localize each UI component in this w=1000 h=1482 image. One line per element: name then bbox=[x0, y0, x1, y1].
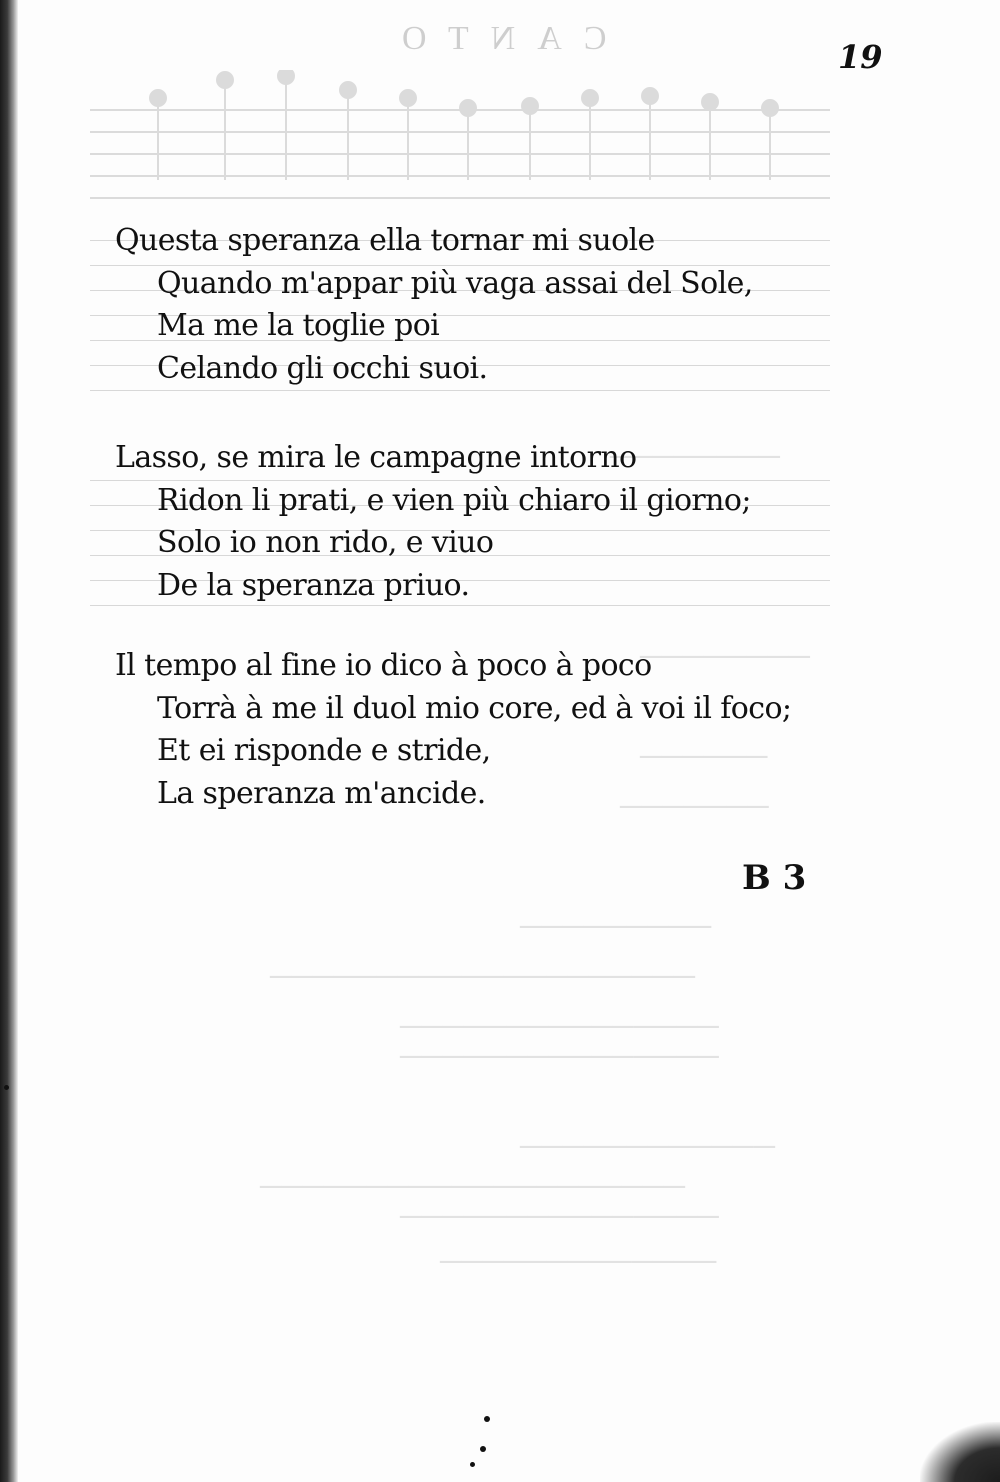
stanza-3 bbox=[115, 645, 835, 815]
ink-speck bbox=[470, 1462, 475, 1467]
verse-line: Il tempo al fine io dico à poco à poco bbox=[115, 648, 652, 683]
stanza-2 bbox=[115, 437, 835, 607]
bleed-through-text: ───────── bbox=[520, 910, 712, 943]
verse-line: Torrà à me il duol mio core, ed à voi il foco; bbox=[157, 690, 792, 726]
bleed-through-text: ──────────────────── bbox=[260, 1170, 686, 1203]
bleed-through-text: ────── bbox=[640, 740, 768, 773]
ink-speck bbox=[480, 1446, 486, 1452]
bleed-through-text: ─────────────── bbox=[400, 1040, 719, 1073]
ink-speck bbox=[4, 1085, 9, 1090]
verse-line: Celando gli occhi suoi. bbox=[157, 350, 488, 386]
verse-line: Ridon li prati, e vien più chiaro il giorno; bbox=[157, 482, 751, 518]
verse-line: Lasso, se mira le campagne intorno bbox=[115, 440, 637, 475]
verse-line: Solo io non rido, e viuo bbox=[157, 525, 494, 560]
page-corner-shadow bbox=[920, 1422, 1000, 1482]
bleed-through-text: ──────── bbox=[610, 440, 781, 473]
bleed-through-text: ───────────── bbox=[440, 1245, 717, 1278]
page-number: 19 bbox=[838, 38, 883, 76]
verse-line: La speranza m'ancide. bbox=[157, 775, 486, 811]
bleed-through-music-staff bbox=[90, 70, 830, 210]
verse-line: De la speranza priuo. bbox=[157, 567, 470, 603]
verse-line: Questa speranza ella tornar mi suole bbox=[115, 223, 655, 258]
running-head: CANTO bbox=[380, 20, 607, 57]
signature-mark: B 3 bbox=[742, 858, 807, 898]
ink-speck bbox=[484, 1416, 490, 1422]
bleed-through-text: ─────── bbox=[620, 790, 769, 823]
stanza-1 bbox=[115, 220, 835, 390]
bleed-through-text: ─────────────── bbox=[400, 1010, 719, 1043]
bleed-through-line bbox=[90, 390, 830, 391]
bleed-through-text: ─────────────── bbox=[400, 1200, 719, 1233]
verse-line: Ma me la toglie poi bbox=[157, 308, 440, 343]
bleed-through-text: ──────────── bbox=[520, 1130, 776, 1163]
verse-line: Quando m'appar più vaga assai del Sole, bbox=[157, 265, 753, 301]
bleed-through-text: ──────────────────── bbox=[270, 960, 696, 993]
verse-line: Et ei risponde e stride, bbox=[157, 733, 491, 768]
bleed-through-text: ──────── bbox=[640, 640, 811, 673]
binding-gutter bbox=[0, 0, 18, 1482]
